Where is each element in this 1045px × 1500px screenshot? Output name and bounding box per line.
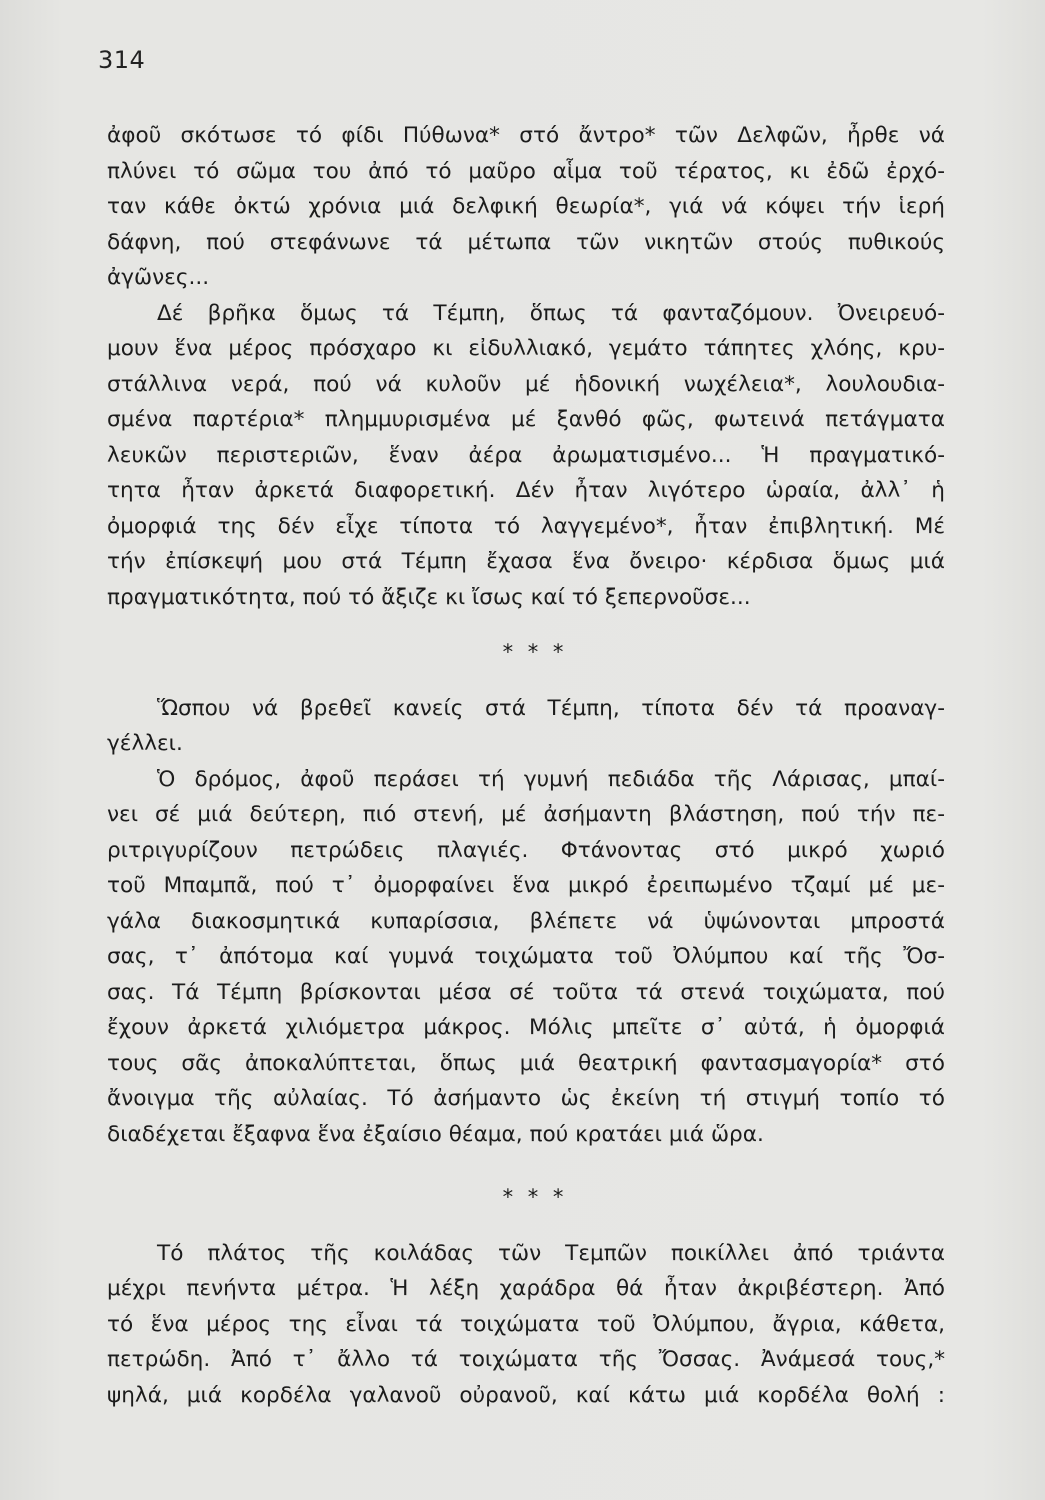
text-line: Ὥσπου νά βρεθεῖ κανείς στά Τέμπη, τίποτα δέν τά προαναγ- xyxy=(157,695,945,721)
text-line: γάλα διακοσμητικά κυπαρίσσια, βλέπετε νά ὑψώνονται μπροστά xyxy=(107,908,945,934)
text-line: σας. Τά Τέμπη βρίσκονται μέσα σέ τοῦτα τά στενά τοιχώματα, πού xyxy=(107,979,945,1005)
text-line: ἄνοιγμα τῆς αὐλαίας. Τό ἀσήμαντο ὡς ἐκείνη τή στιγμή τοπίο τό xyxy=(107,1086,945,1111)
text-line: ριτριγυρίζουν πετρώδεις πλαγιές. Φτάνοντας στό μικρό χωριό xyxy=(107,837,945,863)
text-line: ἀγῶνες... xyxy=(107,265,210,290)
paragraph-group-3 xyxy=(107,1236,945,1414)
text-line: σμένα παρτέρια* πλημμυρισμένα μέ ξανθό φῶς, φωτεινά πετάγματα xyxy=(107,407,945,432)
text-line: ἔχουν ἀρκετά χιλιόμετρα μάκρος. Μόλις μπεῖτε σ᾿ αὐτά, ἡ ὀμορφιά xyxy=(107,1015,945,1040)
text-line: τοῦ Μπαμπᾶ, πού τ᾿ ὀμορφαίνει ἕνα μικρό ἐρειπωμένο τζαμί μέ με- xyxy=(107,873,945,898)
text-line: σας, τ᾿ ἀπότομα καί γυμνά τοιχώματα τοῦ Ὀλύμπου καί τῆς Ὄσ- xyxy=(107,944,945,969)
text-line: τητα ἦταν ἀρκετά διαφορετική. Δέν ἦταν λιγότερο ὡραία, ἀλλ᾿ ἡ xyxy=(107,478,945,503)
section-separator: * * * xyxy=(502,1185,568,1209)
text-line: νει σέ μιά δεύτερη, πιό στενή, μέ ἀσήμαντη βλάστηση, πού τήν πε- xyxy=(107,802,945,827)
page-number: 314 xyxy=(98,46,146,74)
text-line: ὀμορφιά της δέν εἶχε τίποτα τό λαγγεμένο*, ἦταν ἐπιβλητική. Μέ xyxy=(107,513,945,539)
text-line: μουν ἕνα μέρος πρόσχαρο κι εἰδυλλιακό, γεμάτο τάπητες χλόης, κρυ- xyxy=(107,336,945,361)
text-line: πλύνει τό σῶμα του ἀπό τό μαῦρο αἷμα τοῦ τέρατος, κι ἐδῶ ἐρχό- xyxy=(107,158,945,184)
text-line: Δέ βρῆκα ὅμως τά Τέμπη, ὅπως τά φανταζόμουν. Ὀνειρευό- xyxy=(157,300,945,326)
text-line: Ὁ δρόμος, ἀφοῦ περάσει τή γυμνή πεδιάδα τῆς Λάρισας, μπαί- xyxy=(157,766,945,792)
text-line: τό ἕνα μέρος της εἶναι τά τοιχώματα τοῦ Ὀλύμπου, ἄγρια, κάθετα, xyxy=(107,1311,945,1337)
section-separator: * * * xyxy=(502,640,568,664)
text-line: γέλλει. xyxy=(107,731,183,756)
paragraph-group-1 xyxy=(107,118,945,615)
text-line: πραγματικότητα, πού τό ἄξιζε κι ἴσως καί τό ξεπερνοῦσε... xyxy=(107,584,751,610)
text-line: λευκῶν περιστεριῶν, ἕναν ἀέρα ἀρωματισμένο... Ἡ πραγματικό- xyxy=(107,442,945,468)
text-line: δάφνη, πού στεφάνωνε τά μέτωπα τῶν νικητῶν στούς πυθικούς xyxy=(107,229,945,255)
text-line: Τό πλάτος τῆς κοιλάδας τῶν Τεμπῶν ποικίλλει ἀπό τριάντα xyxy=(157,1240,945,1266)
text-line: ψηλά, μιά κορδέλα γαλανοῦ οὐρανοῦ, καί κάτω μιά κορδέλα θολή : xyxy=(107,1382,945,1408)
text-line: τους σᾶς ἀποκαλύπτεται, ὅπως μιά θεατρική φαντασμαγορία* στό xyxy=(107,1050,945,1076)
paragraph-group-2 xyxy=(107,691,945,1153)
text-line: τήν ἐπίσκεψή μου στά Τέμπη ἔχασα ἕνα ὄνειρο· κέρδισα ὅμως μιά xyxy=(107,549,945,574)
text-line: πετρώδη. Ἀπό τ᾿ ἄλλο τά τοιχώματα τῆς Ὄσσας. Ἀνάμεσά τους,* xyxy=(107,1347,945,1372)
text-line: διαδέχεται ἔξαφνα ἕνα ἐξαίσιο θέαμα, πού κρατάει μιά ὥρα. xyxy=(107,1121,764,1147)
body-text xyxy=(107,118,945,1413)
text-line: στάλλινα νερά, πού νά κυλοῦν μέ ἡδονική νωχέλεια*, λουλουδια- xyxy=(107,371,945,397)
text-line: ἀφοῦ σκότωσε τό φίδι Πύθωνα* στό ἄντρο* τῶν Δελφῶν, ἦρθε νά xyxy=(107,123,945,148)
text-line: ταν κάθε ὀκτώ χρόνια μιά δελφική θεωρία*, γιά νά κόψει τήν ἱερή xyxy=(107,194,945,219)
text-line: μέχρι πενήντα μέτρα. Ἡ λέξη χαράδρα θά ἦταν ἀκριβέστερη. Ἀπό xyxy=(107,1276,945,1301)
